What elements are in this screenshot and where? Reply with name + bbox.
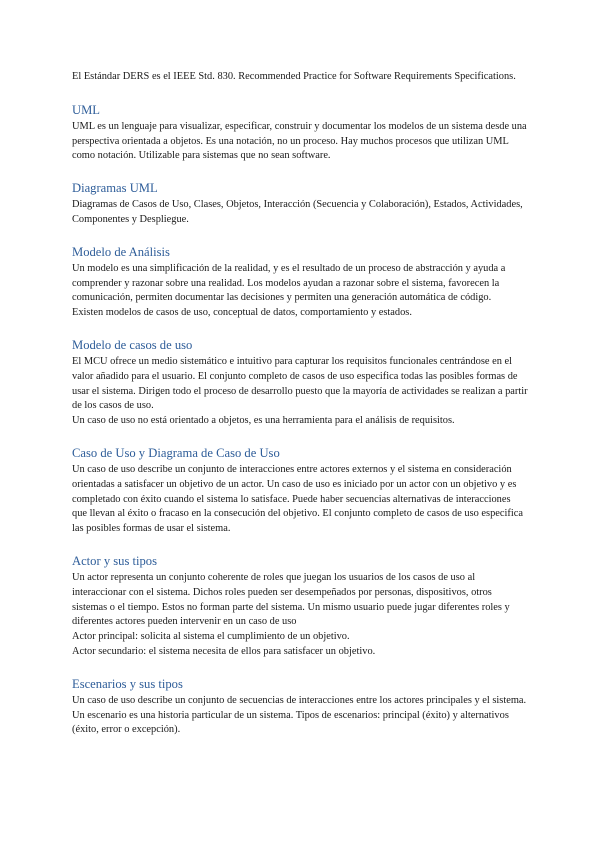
section-actor-y-sus-tipos [72,554,528,660]
section-heading: Actor y sus tipos [72,553,158,568]
section-caso-de-uso-diagrama [72,446,528,537]
section-heading: UML [72,102,100,117]
section-heading: Modelo de Análisis [72,244,170,259]
section-paragraph: Actor secundario: el sistema necesita de ellos para satisfacer un objetivo. [72,645,376,657]
section-heading: Modelo de casos de uso [72,337,193,352]
section-paragraph: Un modelo es una simplificación de la realidad, y es el resultado de un proceso de abstracción y ayuda a comprender y razonar sobre una realidad. Los modelos ayudan a razonar sobre el sistema, favorecen la comunicación, permiten documentar las decisiones y permiten una generación automática de código. [72,262,506,304]
section-paragraph: Un caso de uso describe un conjunto de secuencias de interacciones entre los actores principales y el sistema. Un escenario es una historia particular de un sistema. Tipos de escenarios: principal (éxito) y alternativos (éxito, error o excepción). [72,694,527,736]
document-page [72,70,528,755]
section-modelo-de-analisis [72,245,528,321]
section-modelo-casos-de-uso [72,338,528,429]
section-paragraph: Un actor representa un conjunto coherente de roles que juegan los usuarios de los casos de uso al interaccionar con el sistema. Dichos roles pueden ser desempeñados por personas, dispositivos, otros sistemas o el tiempo. Estos no forman parte del sistema. Un mismo usuario puede jugar diferentes roles y diferentes actores pueden intervenir en un caso de uso [72,571,510,628]
section-paragraph: Un caso de uso no está orientado a objetos, es una herramienta para el análisis de requisitos. [72,415,455,427]
section-heading: Escenarios y sus tipos [72,676,183,691]
section-heading: Diagramas UML [72,181,158,196]
intro-paragraph: El Estándar DERS es el IEEE Std. 830. Recommended Practice for Software Requirements Specifications. [72,71,516,82]
section-escenarios-y-sus-tipos [72,677,528,738]
section-heading: Caso de Uso y Diagrama de Caso de Uso [72,445,280,460]
section-paragraph: Un caso de uso describe un conjunto de interacciones entre actores externos y el sistema en consideración orientadas a satisfacer un objetivo de un actor. Un caso de uso es iniciado por un actor con un objetivo y es completado con éxito cuando el sistema lo satisface. Puede haber secuencias alternativas de interacciones que llevan al éxito o fracaso en la consecución del objetivo. El conjunto completo de casos de uso especifica las posibles formas de usar el sistema. [72,463,523,535]
section-paragraph: Existen modelos de casos de uso, conceptual de datos, comportamiento y estados. [72,307,412,319]
section-paragraph: UML es un lenguaje para visualizar, especificar, construir y documentar los modelos de un sistema desde una perspectiva orientada a objetos. Es una notación, no un proceso. Hay muchos procesos que utilizan UML como notación. Utilizable para sistemas que no sean software. [72,120,527,162]
section-diagramas-uml [72,181,528,228]
section-paragraph: Diagramas de Casos de Uso, Clases, Objetos, Interacción (Secuencia y Colaboración), Estados, Actividades, Componentes y Despliegue. [72,199,523,225]
section-uml [72,103,528,164]
section-paragraph: El MCU ofrece un medio sistemático e intuitivo para capturar los requisitos funcionales centrándose en el valor añadido para el usuario. El conjunto completo de casos de uso especifica todas las posibles formas de usar el sistema. Dirigen todo el proceso de desarrollo puesto que la mayoría de actividades se realizan a partir de los casos de uso. [72,355,528,412]
section-paragraph: Actor principal: solicita al sistema el cumplimiento de un objetivo. [72,631,350,643]
